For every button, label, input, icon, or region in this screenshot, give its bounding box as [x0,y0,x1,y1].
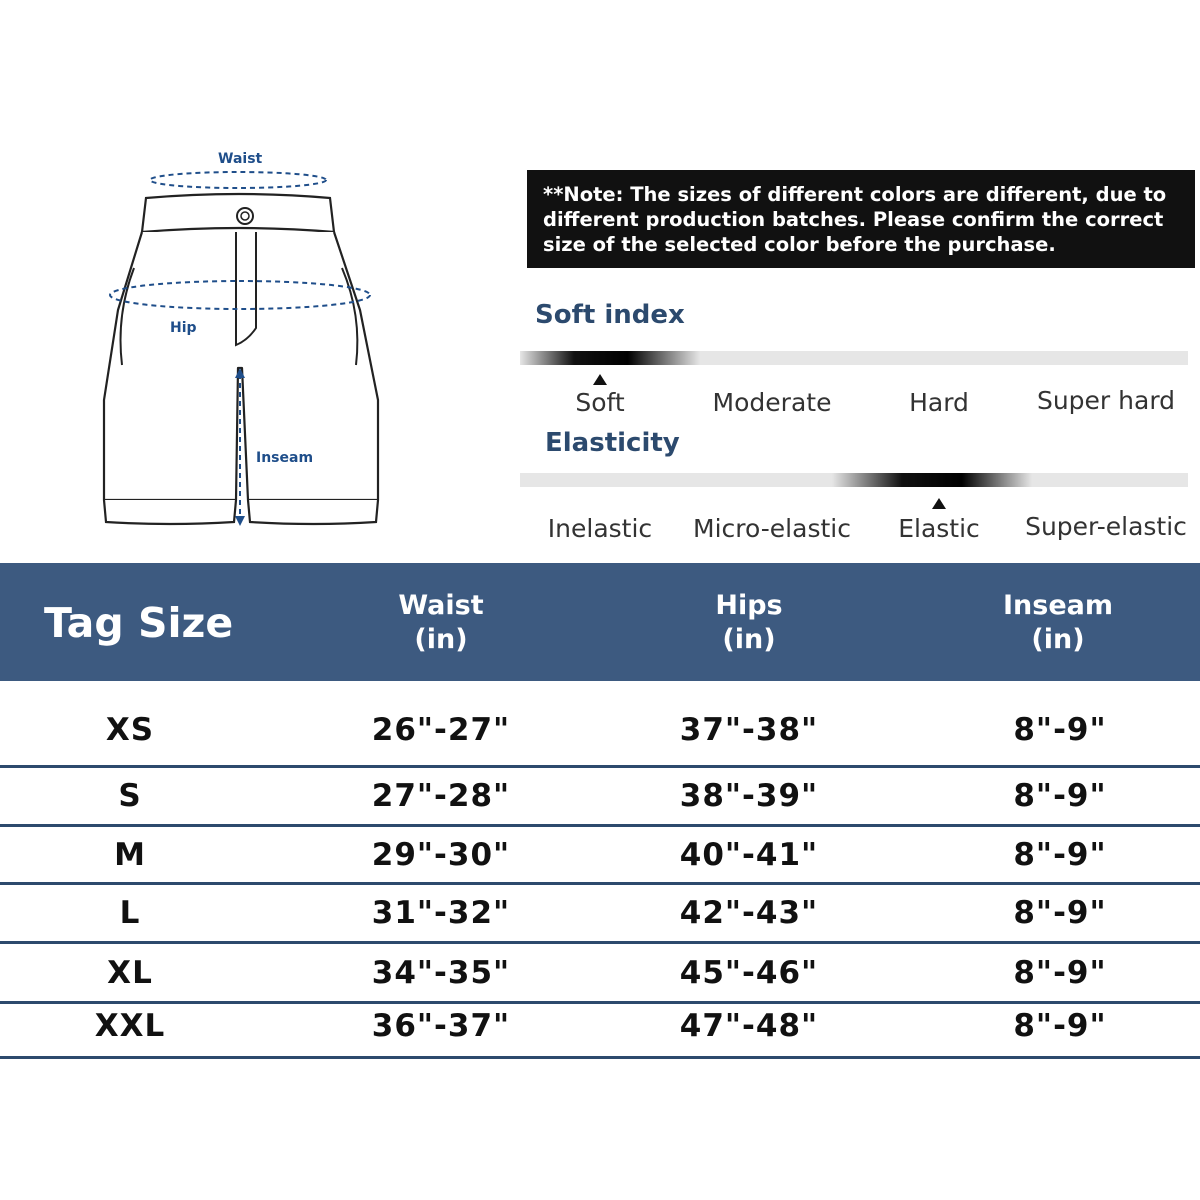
row-size: L [119,895,141,931]
header-inseam-label: Inseam [1002,590,1113,621]
row-divider [0,1001,1200,1004]
hip-label: Hip [170,320,197,336]
row-hips: 38"-39" [679,778,819,814]
soft-index-option-moderate: Moderate [712,388,832,417]
row-hips: 42"-43" [679,895,819,931]
row-inseam: 8"-9" [1013,1008,1107,1044]
row-inseam: 8"-9" [1013,837,1107,873]
header-waist [291,589,591,657]
row-waist: 36"-37" [371,1008,511,1044]
soft-index-title: Soft index [535,300,685,330]
elasticity-option-super-elastic: Super-elastic [1025,512,1187,541]
elasticity-option-inelastic: Inelastic [547,514,653,543]
soft-index-highlight [520,351,700,365]
row-size: XL [107,955,153,991]
size-note: **Note: The sizes of different colors are different, due to different production batches. Please confirm the correct size of the selected color before the purchase. [527,170,1195,268]
row-waist: 26"-27" [371,712,511,748]
soft-index-marker-icon [593,374,607,385]
soft-index-option-hard: Hard [909,388,969,417]
soft-index-bar [520,351,1188,365]
row-divider [0,765,1200,768]
soft-index-option-super-hard: Super hard [1036,386,1176,415]
elasticity-title: Elasticity [545,428,680,458]
elasticity-option-elastic: Elastic [898,514,980,543]
waist-measure-line [150,172,326,188]
header-hips-label: Hips [715,590,783,621]
elasticity-option-micro-elastic: Micro-elastic [693,514,851,543]
row-hips: 47"-48" [679,1008,819,1044]
shorts-measurement-diagram [90,140,400,540]
row-waist: 34"-35" [371,955,511,991]
inseam-label: Inseam [256,450,314,466]
row-waist: 27"-28" [371,778,511,814]
waist-label: Waist [218,151,263,167]
row-inseam: 8"-9" [1013,712,1107,748]
row-hips: 45"-46" [679,955,819,991]
header-tag-size: Tag Size [44,599,234,647]
row-waist: 29"-30" [371,837,511,873]
elasticity-highlight [832,473,1032,487]
row-hips: 40"-41" [679,837,819,873]
header-waist-label: Waist [398,590,484,621]
row-hips: 37"-38" [679,712,819,748]
header-inseam-unit: (in) [1031,624,1085,655]
header-inseam [908,589,1200,657]
row-inseam: 8"-9" [1013,895,1107,931]
row-waist: 31"-32" [371,895,511,931]
row-inseam: 8"-9" [1013,778,1107,814]
header-waist-unit: (in) [414,624,468,655]
soft-index-option-soft: Soft [575,388,625,417]
elasticity-marker-icon [932,498,946,509]
row-size: M [114,837,146,873]
row-size: XXL [94,1008,166,1044]
row-divider [0,882,1200,885]
row-size: S [118,778,142,814]
row-divider [0,824,1200,827]
row-divider [0,941,1200,944]
elasticity-bar [520,473,1188,487]
shorts-button [237,208,253,224]
header-hips-unit: (in) [722,624,776,655]
row-size: XS [105,712,155,748]
size-table-header [0,563,1200,681]
header-hips [599,589,899,657]
row-divider [0,1056,1200,1059]
row-inseam: 8"-9" [1013,955,1107,991]
